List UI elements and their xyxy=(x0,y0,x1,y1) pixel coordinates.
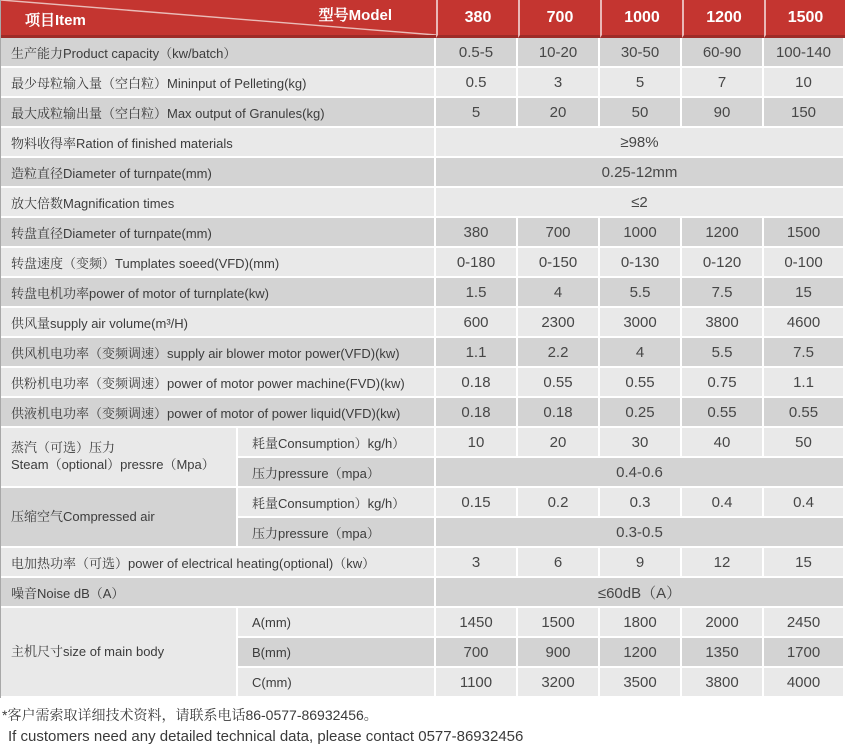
spec-span-value-cell: 0.4-0.6 xyxy=(436,458,845,488)
spec-value-cell: 7 xyxy=(682,68,764,98)
table-row xyxy=(1,548,845,578)
spec-value-cell: 90 xyxy=(682,98,764,128)
spec-value-cell: 0.18 xyxy=(436,368,518,398)
spec-value-cell: 150 xyxy=(764,98,845,128)
spec-value-cell: 4 xyxy=(600,338,682,368)
table-row xyxy=(1,398,845,428)
table-row xyxy=(1,218,845,248)
spec-row-label: 造粒直径Diameter of turnpate(mm) xyxy=(1,158,436,188)
table-row xyxy=(1,38,845,68)
sub-label-cell: 压力pressure（mpa） xyxy=(238,518,436,548)
spec-value-cell: 4600 xyxy=(764,308,845,338)
spec-value-cell: 0.25 xyxy=(600,398,682,428)
sub-label-cell: 耗量Consumption）kg/h） xyxy=(238,428,436,458)
model-column-header: 700 xyxy=(518,0,600,38)
spec-value-cell: 50 xyxy=(600,98,682,128)
footer-note xyxy=(0,705,845,747)
spec-value-cell: 2000 xyxy=(682,608,764,638)
spec-value-cell: 40 xyxy=(682,428,764,458)
spec-value-cell: 60-90 xyxy=(682,38,764,68)
spec-value-cell: 10-20 xyxy=(518,38,600,68)
spec-value-cell: 0.5 xyxy=(436,68,518,98)
spec-value-cell: 3200 xyxy=(518,668,600,698)
spec-value-cell: 30 xyxy=(600,428,682,458)
spec-value-cell: 3800 xyxy=(682,668,764,698)
spec-value-cell: 0.4 xyxy=(682,488,764,518)
spec-row-label: 供风量supply air volume(m³/H) xyxy=(1,308,436,338)
spec-value-cell: 5 xyxy=(600,68,682,98)
table-row xyxy=(1,68,845,98)
table-row xyxy=(1,608,845,638)
spec-value-cell: 0.55 xyxy=(600,368,682,398)
spec-table-body xyxy=(1,38,845,698)
model-column-header: 380 xyxy=(436,0,518,38)
group-label-cell: 主机尺寸size of main body xyxy=(1,608,238,698)
spec-value-cell: 20 xyxy=(518,98,600,128)
table-row xyxy=(1,308,845,338)
spec-row-label: 转盘速度（变频）Tumplates soeed(VFD)(mm) xyxy=(1,248,436,278)
spec-span-value-cell: 0.25-12mm xyxy=(436,158,845,188)
spec-value-cell: 100-140 xyxy=(764,38,845,68)
model-column-header: 1200 xyxy=(682,0,764,38)
spec-value-cell: 0.75 xyxy=(682,368,764,398)
spec-value-cell: 7.5 xyxy=(682,278,764,308)
spec-value-cell: 0.5-5 xyxy=(436,38,518,68)
spec-value-cell: 0.18 xyxy=(518,398,600,428)
spec-span-value-cell: ≤2 xyxy=(436,188,845,218)
sub-label-cell: B(mm) xyxy=(238,638,436,668)
spec-value-cell: 10 xyxy=(764,68,845,98)
table-row xyxy=(1,188,845,218)
spec-value-cell: 2300 xyxy=(518,308,600,338)
spec-row-label: 电加热功率（可选）power of electrical heating(optional)（kw） xyxy=(1,548,436,578)
spec-value-cell: 3 xyxy=(518,68,600,98)
spec-value-cell: 1500 xyxy=(764,218,845,248)
spec-value-cell: 0.2 xyxy=(518,488,600,518)
spec-value-cell: 1000 xyxy=(600,218,682,248)
spec-value-cell: 15 xyxy=(764,278,845,308)
table-row xyxy=(1,488,845,518)
spec-value-cell: 0-180 xyxy=(436,248,518,278)
spec-value-cell: 900 xyxy=(518,638,600,668)
footer-contact-en: If customers need any detailed technical data, please contact 0577-86932456 xyxy=(8,728,524,745)
spec-value-cell: 1450 xyxy=(436,608,518,638)
spec-value-cell: 2.2 xyxy=(518,338,600,368)
spec-value-cell: 2450 xyxy=(764,608,845,638)
model-column-header: 1000 xyxy=(600,0,682,38)
spec-value-cell: 10 xyxy=(436,428,518,458)
footer-contact-cn: *客户需索取详细技术资料，请联系电话86-0577-86932456。 xyxy=(2,707,378,723)
header-row xyxy=(1,0,845,38)
sub-label-cell: 耗量Consumption）kg/h） xyxy=(238,488,436,518)
spec-value-cell: 3000 xyxy=(600,308,682,338)
sub-label-cell: 压力pressure（mpa） xyxy=(238,458,436,488)
spec-value-cell: 7.5 xyxy=(764,338,845,368)
spec-row-label: 生产能力Product capacity（kw/batch） xyxy=(1,38,436,68)
spec-value-cell: 0-120 xyxy=(682,248,764,278)
group-label-cell: 压缩空气Compressed air xyxy=(1,488,238,548)
sub-label-cell: C(mm) xyxy=(238,668,436,698)
spec-span-value-cell: 0.3-0.5 xyxy=(436,518,845,548)
spec-value-cell: 1200 xyxy=(682,218,764,248)
header-item-model-cell xyxy=(1,0,436,38)
spec-value-cell: 15 xyxy=(764,548,845,578)
spec-value-cell: 20 xyxy=(518,428,600,458)
group-label-cell: 蒸汽（可选）压力 Steam（optional）pressre（Mpa） xyxy=(1,428,238,488)
spec-value-cell: 0.15 xyxy=(436,488,518,518)
table-row xyxy=(1,368,845,398)
spec-row-label: 转盘直径Diameter of turnpate(mm) xyxy=(1,218,436,248)
spec-row-label: 最大成粒输出量（空白粒）Max output of Granules(kg) xyxy=(1,98,436,128)
spec-value-cell: 5.5 xyxy=(682,338,764,368)
spec-value-cell: 1700 xyxy=(764,638,845,668)
spec-row-label: 最少母粒输入量（空白粒）Mininput of Pelleting(kg) xyxy=(1,68,436,98)
spec-span-value-cell: ≥98% xyxy=(436,128,845,158)
spec-row-label: 物料收得率Ration of finished materials xyxy=(1,128,436,158)
spec-value-cell: 0.55 xyxy=(682,398,764,428)
spec-span-value-cell: ≤60dB（A） xyxy=(436,578,845,608)
spec-value-cell: 1.1 xyxy=(436,338,518,368)
spec-row-label: 放大倍数Magnification times xyxy=(1,188,436,218)
spec-row-label: 噪音Noise dB（A） xyxy=(1,578,436,608)
table-row xyxy=(1,338,845,368)
spec-value-cell: 4 xyxy=(518,278,600,308)
spec-value-cell: 1.1 xyxy=(764,368,845,398)
spec-value-cell: 0.18 xyxy=(436,398,518,428)
spec-value-cell: 0.55 xyxy=(764,398,845,428)
spec-value-cell: 9 xyxy=(600,548,682,578)
table-row xyxy=(1,278,845,308)
spec-value-cell: 12 xyxy=(682,548,764,578)
spec-value-cell: 1200 xyxy=(600,638,682,668)
spec-row-label: 供粉机电功率（变频调速）power of motor power machine(FVD)(kw) xyxy=(1,368,436,398)
spec-value-cell: 0-150 xyxy=(518,248,600,278)
spec-value-cell: 1350 xyxy=(682,638,764,668)
spec-value-cell: 3 xyxy=(436,548,518,578)
sub-label-cell: A(mm) xyxy=(238,608,436,638)
model-header-label: 型号Model xyxy=(318,7,392,24)
table-row xyxy=(1,158,845,188)
spec-row-label: 供风机电功率（变频调速）supply air blower motor power(VFD)(kw) xyxy=(1,338,436,368)
spec-value-cell: 1.5 xyxy=(436,278,518,308)
spec-value-cell: 3800 xyxy=(682,308,764,338)
spec-value-cell: 0.4 xyxy=(764,488,845,518)
spec-row-label: 转盘电机功率power of motor of turnplate(kw) xyxy=(1,278,436,308)
spec-value-cell: 700 xyxy=(436,638,518,668)
spec-value-cell: 6 xyxy=(518,548,600,578)
spec-value-cell: 1100 xyxy=(436,668,518,698)
spec-value-cell: 3500 xyxy=(600,668,682,698)
spec-value-cell: 380 xyxy=(436,218,518,248)
spec-value-cell: 4000 xyxy=(764,668,845,698)
table-row xyxy=(1,248,845,278)
spec-value-cell: 50 xyxy=(764,428,845,458)
spec-value-cell: 5.5 xyxy=(600,278,682,308)
spec-value-cell: 30-50 xyxy=(600,38,682,68)
spec-value-cell: 1800 xyxy=(600,608,682,638)
spec-value-cell: 0-130 xyxy=(600,248,682,278)
model-column-header: 1500 xyxy=(764,0,845,38)
table-row xyxy=(1,128,845,158)
spec-value-cell: 600 xyxy=(436,308,518,338)
table-row xyxy=(1,428,845,458)
item-header-label: 项目Item xyxy=(25,12,86,29)
spec-value-cell: 1500 xyxy=(518,608,600,638)
spec-value-cell: 700 xyxy=(518,218,600,248)
spec-value-cell: 0-100 xyxy=(764,248,845,278)
spec-row-label: 供液机电功率（变频调速）power of motor of power liquid(VFD)(kw) xyxy=(1,398,436,428)
table-row xyxy=(1,578,845,608)
spec-value-cell: 5 xyxy=(436,98,518,128)
table-row xyxy=(1,98,845,128)
spec-value-cell: 0.3 xyxy=(600,488,682,518)
spec-value-cell: 0.55 xyxy=(518,368,600,398)
